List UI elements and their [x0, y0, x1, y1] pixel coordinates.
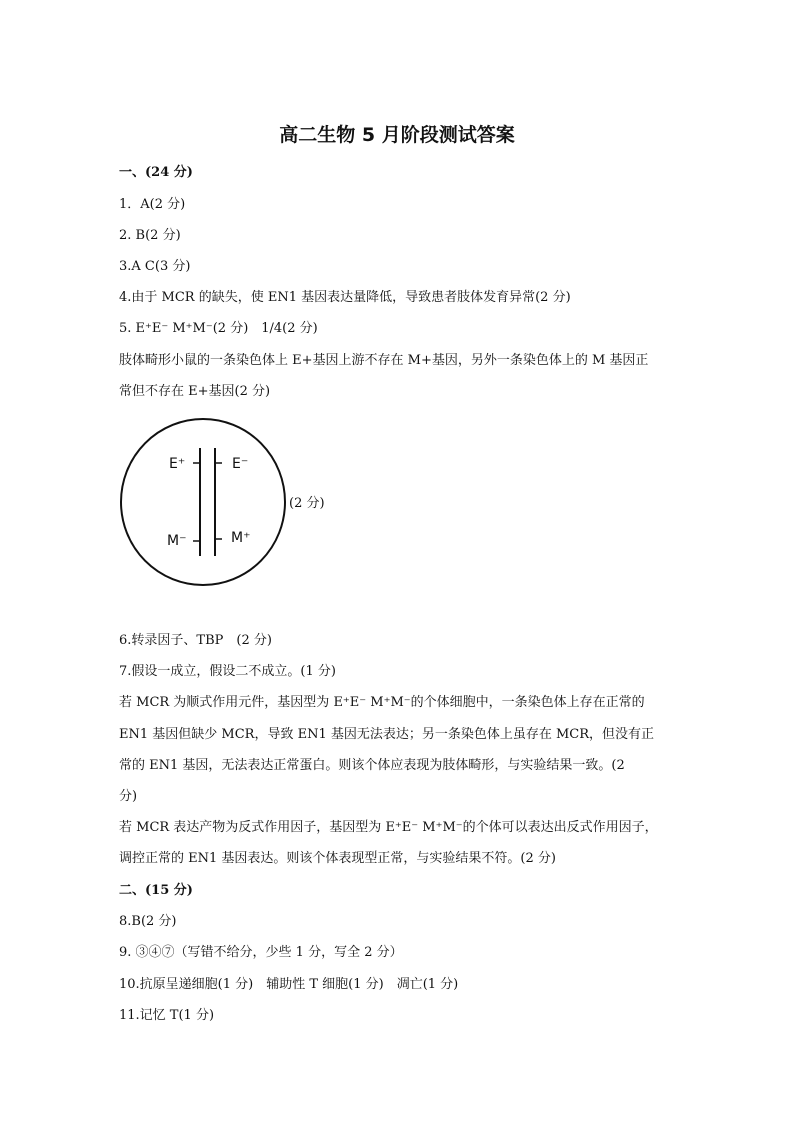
answer-line: 常的 EN1 基因，无法表达正常蛋白。则该个体应表现为肢体畸形，与实验结果一致。(2 — [119, 758, 625, 773]
answer-line: 常但不存在 E+基因(2 分) — [119, 384, 271, 399]
allele-label-e-plus: E⁺ — [169, 456, 186, 472]
answer-line: 8.B(2 分) — [119, 914, 177, 929]
answer-line: 10.抗原呈递细胞(1 分) 辅助性 T 细胞(1 分) 凋亡(1 分) — [119, 977, 459, 992]
answer-line: 调控正常的 EN1 基因表达。则该个体表现型正常，与实验结果不符。(2 分) — [119, 851, 556, 866]
answer-line: 6.转录因子、TBP (2 分) — [119, 633, 272, 648]
answer-line: 7.假设一成立，假设二不成立。(1 分) — [119, 664, 336, 679]
allele-label-m-minus: M⁻ — [167, 533, 187, 549]
section-heading-1: 一、(24 分) — [119, 165, 193, 180]
allele-label-m-plus: M⁺ — [231, 530, 251, 546]
cell-circle-icon — [119, 418, 289, 590]
answer-line: 分) — [119, 789, 138, 804]
answer-line: 11.记忆 T(1 分) — [119, 1008, 215, 1023]
answer-line: 9. ③④⑦（写错不给分，少些 1 分，写全 2 分） — [119, 945, 403, 960]
answer-line: 4.由于 MCR 的缺失，使 EN1 基因表达量降低，导致患者肢体发育异常(2 分) — [119, 290, 571, 305]
answer-line: EN1 基因但缺少 MCR，导致 EN1 基因无法表达；另一条染色体上虽存在 MCR，但没有正 — [119, 727, 655, 742]
section-heading-2: 二、(15 分) — [119, 883, 193, 898]
answer-line: 2. B(2 分) — [119, 228, 181, 243]
diagram-score: (2 分) — [289, 496, 325, 511]
answer-line: 若 MCR 为顺式作用元件，基因型为 E⁺E⁻ M⁺M⁻的个体细胞中，一条染色体上存在正常的 — [119, 695, 645, 710]
chromosome-diagram — [119, 418, 289, 590]
allele-label-e-minus: E⁻ — [232, 456, 249, 472]
answer-line: 5. E⁺E⁻ M⁺M⁻(2 分) 1/4(2 分) — [119, 321, 318, 336]
page-title: 高二生物 5 月阶段测试答案 — [279, 124, 515, 146]
answer-line: 若 MCR 表达产物为反式作用因子，基因型为 E⁺E⁻ M⁺M⁻的个体可以表达出反式作用因子， — [119, 820, 658, 835]
answer-line: 3.A C(3 分) — [119, 259, 191, 274]
answer-line: 肢体畸形小鼠的一条染色体上 E+基因上游不存在 M+基因，另外一条染色体上的 M 基因正 — [119, 353, 649, 368]
answer-line: 1．A(2 分) — [119, 197, 186, 212]
